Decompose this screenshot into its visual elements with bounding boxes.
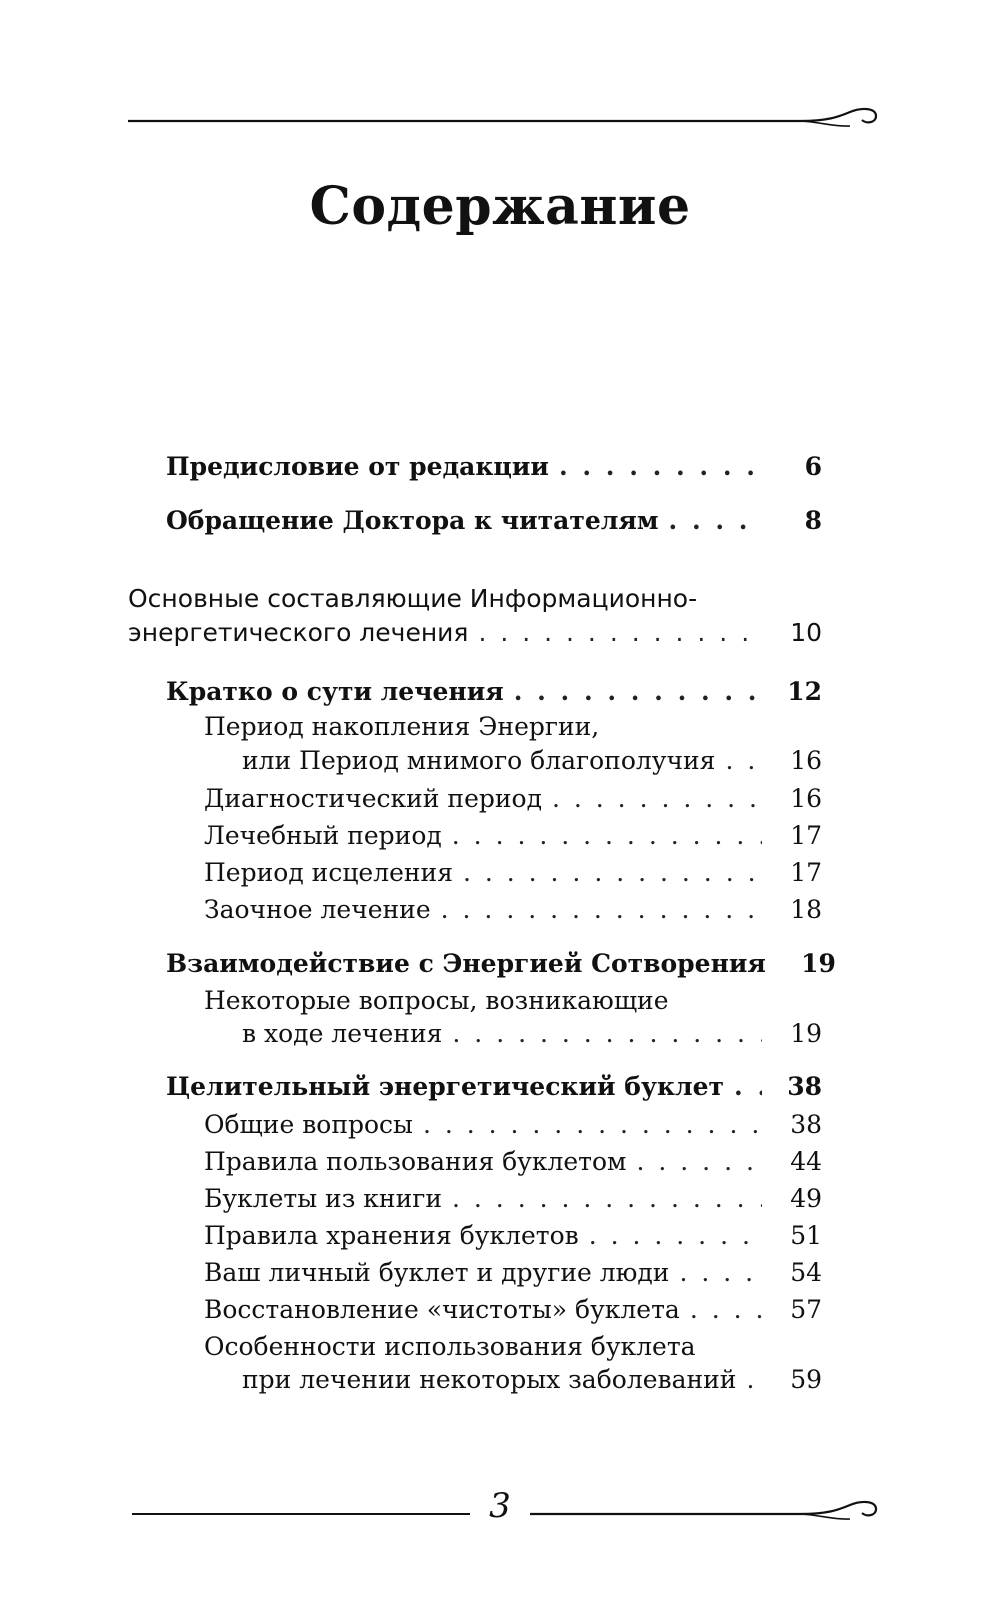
toc-entry-label: Лечебный период [204,821,442,850]
toc-entry-label: Кратко о сути лечения [166,677,504,706]
leader-dots [478,617,762,649]
toc-entry-label: Предисловие от редакции [166,452,549,481]
toc-entry-general[interactable] [204,1109,822,1141]
toc-entry-label: Период исцеления [204,858,453,887]
toc-entry-booklet[interactable] [166,1071,822,1103]
toc-entry-remote[interactable] [204,894,822,926]
leader-dots [679,1257,762,1289]
toc-entry-label: Взаимодействие с Энергией Сотворения [166,949,766,978]
leader-dots [452,820,762,852]
toc-page-number: 59 [790,1365,822,1394]
toc-page-number: 19 [801,949,836,978]
toc-entry-label: при лечении некоторых заболеваний [242,1365,737,1394]
toc-page-number: 44 [790,1147,822,1176]
toc-entry-accum[interactable] [242,745,822,777]
toc-entry-label: Правила пользования буклетом [204,1147,627,1176]
toc-entry-label: Общие вопросы [204,1110,413,1139]
leader-dots [463,857,762,889]
toc-page-number: 6 [804,452,822,481]
leader-dots [746,1364,762,1396]
leader-dots [669,505,762,537]
toc-entry-label: Заочное лечение [204,895,431,924]
toc-entry-from-book[interactable] [204,1183,822,1215]
toc-page-number: 38 [790,1110,822,1139]
leader-dots [725,745,762,777]
toc-entry-heal[interactable] [204,857,822,889]
toc-page-number: 17 [790,821,822,850]
toc-entry-features[interactable] [242,1364,822,1396]
toc-entry-accum-line1: Период накопления Энергии, [204,712,600,741]
toc-entry-label: Диагностический период [204,784,542,813]
leader-dots [637,1146,763,1178]
toc-page-number: 18 [790,895,822,924]
toc-entry-label: в ходе лечения [242,1019,443,1048]
toc-page-number: 49 [790,1184,822,1213]
leader-dots [452,1018,762,1050]
toc-entry-label: или Период мнимого благополучия [242,746,716,775]
leader-dots [589,1220,762,1252]
toc-entry-restore[interactable] [204,1294,822,1326]
toc-entry-label: энергетического лечения [128,618,469,647]
leader-dots [734,1071,762,1103]
page-title: Содержание [309,176,691,237]
toc-entry-features-line1: Особенности использования буклета [204,1332,696,1361]
toc-page-number: 51 [790,1221,822,1250]
toc-page-number: 57 [790,1295,822,1324]
toc-entry-label: Целительный энергетический буклет [166,1072,725,1101]
toc-entry-personal[interactable] [204,1257,822,1289]
toc-entry-diag[interactable] [204,783,822,815]
toc-page-number: 38 [787,1072,822,1101]
leader-dots [423,1109,762,1141]
leader-dots [552,783,762,815]
toc-page-number: 16 [790,746,822,775]
toc-entry-questions-line1: Некоторые вопросы, возникающие [204,986,669,1015]
top-ornament-rule [0,96,1000,136]
leader-dots [690,1294,762,1326]
toc-entry-label: Правила хранения буклетов [204,1221,579,1250]
toc-page-number: 10 [790,618,822,647]
toc-entry-preface[interactable] [166,451,822,483]
toc-entry-label: Ваш личный буклет и другие люди [204,1258,670,1287]
page-number: 3 [476,1486,524,1526]
leader-dots [452,1183,762,1215]
leader-dots [514,676,762,708]
toc-entry-rules-store[interactable] [204,1220,822,1252]
toc-entry-label: Восстановление «чистоты» буклета [204,1295,680,1324]
toc-entry-main-line1: Основные составляющие Информационно- [128,584,698,613]
toc-entry-label: Обращение Доктора к читателям [166,506,659,535]
toc-page-number: 17 [790,858,822,887]
toc-entry-treat[interactable] [204,820,822,852]
toc-page-number: 19 [790,1019,822,1048]
toc-page-number: 8 [804,506,822,535]
toc-entry-interact[interactable] [166,948,836,980]
toc-entry-questions[interactable] [242,1018,822,1050]
toc-entry-main[interactable] [128,617,822,649]
leader-dots [559,451,762,483]
toc-page-number: 16 [790,784,822,813]
toc-page-number: 54 [790,1258,822,1287]
toc-entry-address[interactable] [166,505,822,537]
toc-entry-label: Буклеты из книги [204,1184,443,1213]
toc-entry-brief[interactable] [166,676,822,708]
toc-entry-rules-use[interactable] [204,1146,822,1178]
toc-page-number: 12 [787,677,822,706]
leader-dots [441,894,762,926]
